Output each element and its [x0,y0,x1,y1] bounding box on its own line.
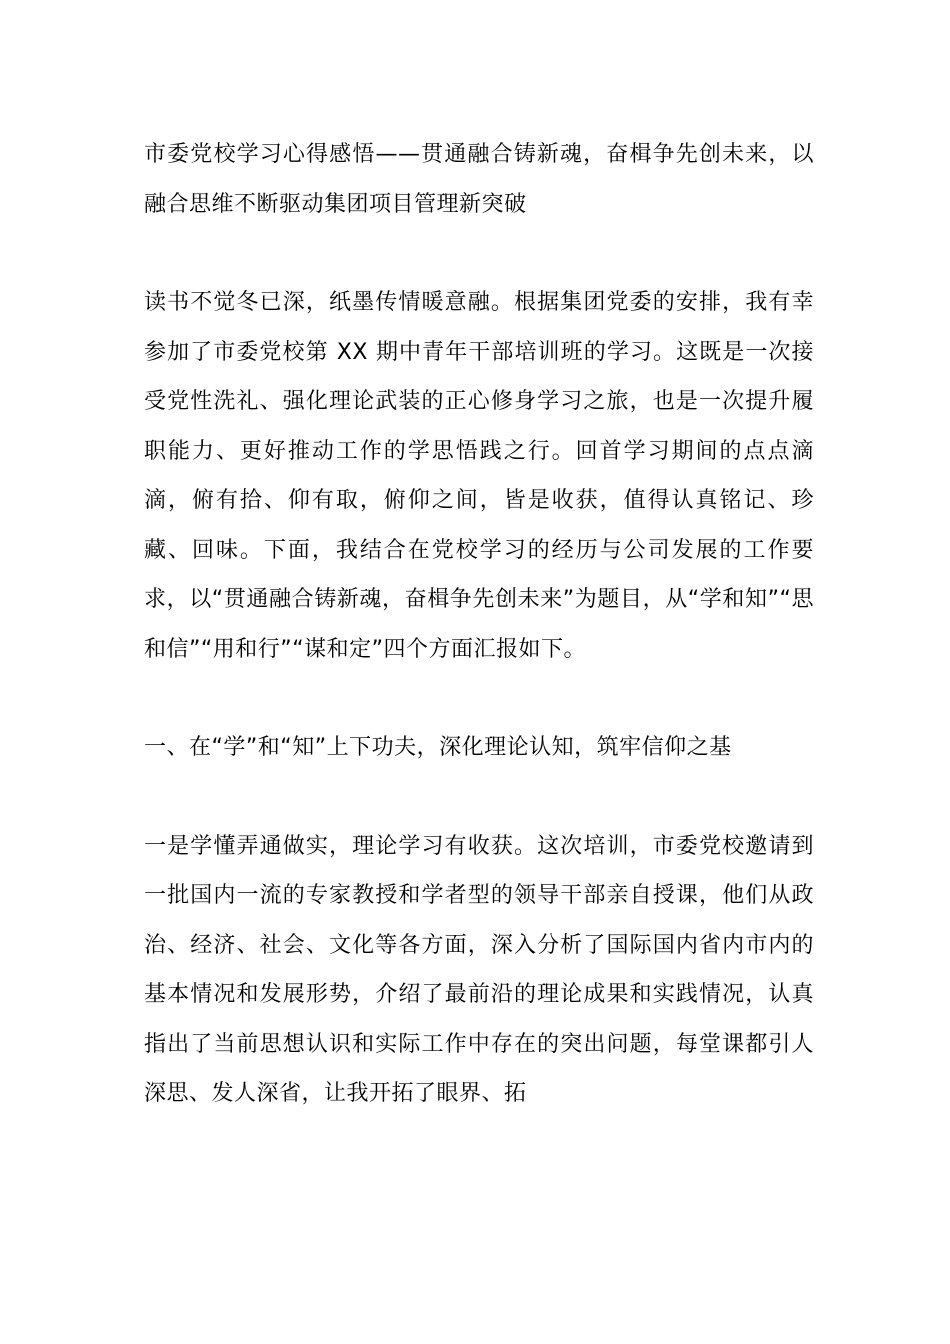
document-body [144,130,814,1119]
body-paragraph: 读书不觉冬已深，纸墨传情暖意融。根据集团党委的安排，我有幸参加了市委党校第 XX 期中青年干部培训班的学习。这既是一次接受党性洗礼、强化理论武装的正心修身学习之旅，也是一次提升履职能力、更好推动工作的学思悟践之行。回首学习期间的点点滴滴，俯有拾、仰有取，俯仰之间，皆是收获，值得认真铭记、珍藏、回味。下面，我结合在党校学习的经历与公司发展的工作要求，以“贯通融合铸新魂，奋楫争先创未来”为题目，从“学和知”“思和信”“用和行”“谋和定”四个方面汇报如下。 [144,290,814,662]
section-heading: 一、在“学”和“知”上下功夫，深化理论认知，筑牢信仰之基 [144,735,732,760]
body-paragraph: 一是学懂弄通做实，理论学习有收获。这次培训，市委党校邀请到一批国内一流的专家教授和学者型的领导干部亲自授课，他们从政治、经济、社会、文化等各方面，深入分析了国际国内省内市内的基本情况和发展形势，介绍了最前沿的理论成果和实践情况，认真指出了当前思想认识和实际工作中存在的突出问题，每堂课都引人深思、发人深省，让我开拓了眼界、拓 [144,833,814,1106]
document-title: 市委党校学习心得感悟——贯通融合铸新魂，奋楫争先创未来，以融合思维不断驱动集团项目管理新突破 [144,142,814,217]
